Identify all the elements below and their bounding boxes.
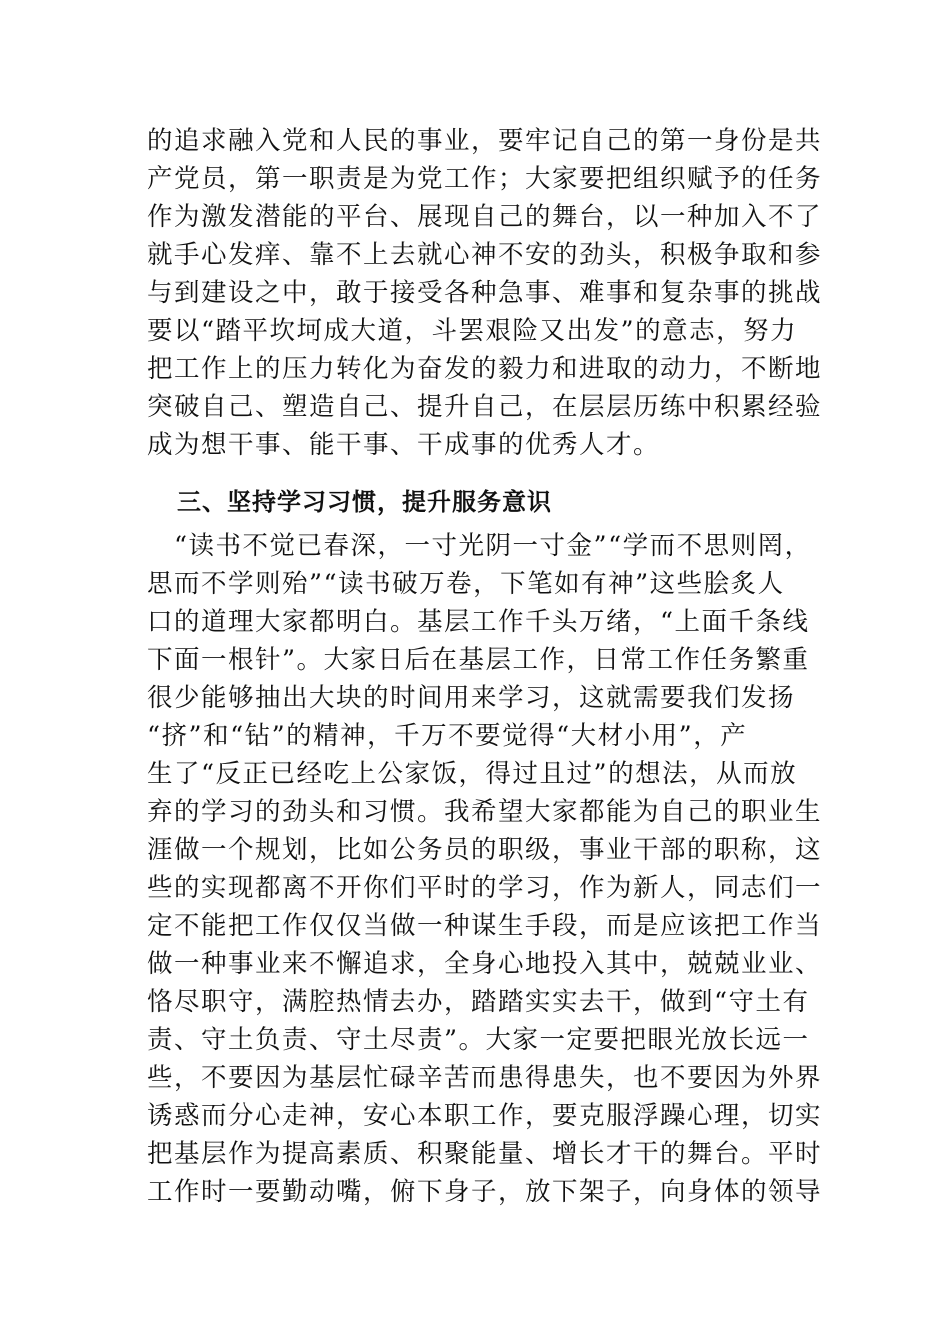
paragraph-2-line: 涯做一个规划，比如公务员的职级，事业干部的职称，这 [147,835,823,865]
paragraph-2-line: 很少能够抽出大块的时间用来学习，这就需要我们发扬 [147,683,796,713]
paragraph-2-line: 恪尽职守，满腔热情去办，踏踏实实去干，做到“守土有 [147,987,810,1017]
paragraph-1-line: 与到建设之中，敢于接受各种急事、难事和复杂事的挑战 [147,278,823,308]
paragraph-1-line: 的追求融入党和人民的事业，要牢记自己的第一身份是共 [147,126,823,156]
paragraph-2-line: “读书不觉已春深，一寸光阴一寸金”“学而不思则罔， [147,531,812,561]
paragraph-2-line: “挤”和“钻”的精神，千万不要觉得“大材小用”，产 [147,721,748,751]
paragraph-2-line: 把基层作为提高素质、积聚能量、增长才干的舞台。平时 [147,1139,823,1169]
paragraph-1-line: 成为想干事、能干事、干成事的优秀人才。 [147,430,661,460]
paragraph-1-line: 突破自己、塑造自己、提升自己，在层层历练中积累经验 [147,392,823,422]
paragraph-2-line: 思而不学则殆”“读书破万卷，下笔如有神”这些脍炙人 [147,569,785,599]
paragraph-2-line: 弃的学习的劲头和习惯。我希望大家都能为自己的职业生 [147,797,823,827]
paragraph-2-line: 定不能把工作仅仅当做一种谋生手段，而是应该把工作当 [147,911,823,941]
paragraph-2-line: 责、守土负责、守土尽责”。大家一定要把眼光放长远一 [147,1025,810,1055]
paragraph-2-line: 些的实现都离不开你们平时的学习，作为新人，同志们一 [147,873,823,903]
section-heading: 三、坚持学习习惯，提升服务意识 [177,488,552,516]
paragraph-2-line: 做一种事业来不懈追求，全身心地投入其中，兢兢业业、 [147,949,823,979]
paragraph-1-line: 产党员，第一职责是为党工作；大家要把组织赋予的任务 [147,164,823,194]
paragraph-1-line: 要以“踏平坎坷成大道，斗罢艰险又出发”的意志，努力 [147,316,798,346]
paragraph-2-line: 生了“反正已经吃上公家饭，得过且过”的想法，从而放 [147,759,798,789]
paragraph-2-line: 工作时一要勤动嘴，俯下身子，放下架子，向身体的领导 [147,1177,823,1207]
paragraph-2-line: 些，不要因为基层忙碌辛苦而患得患失，也不要因为外界 [147,1063,823,1093]
paragraph-2-line: 下面一根针”。大家日后在基层工作，日常工作任务繁重 [147,645,810,675]
paragraph-1-line: 把工作上的压力转化为奋发的毅力和进取的动力，不断地 [147,354,823,384]
paragraph-2-line: 口的道理大家都明白。基层工作千头万绪，“上面千条线 [147,607,810,637]
paragraph-1-line: 作为激发潜能的平台、展现自己的舞台，以一种加入不了 [147,202,823,232]
paragraph-1-line: 就手心发痒、靠不上去就心神不安的劲头，积极争取和参 [147,240,823,270]
paragraph-2-line: 诱惑而分心走神，安心本职工作，要克服浮躁心理，切实 [147,1101,823,1131]
